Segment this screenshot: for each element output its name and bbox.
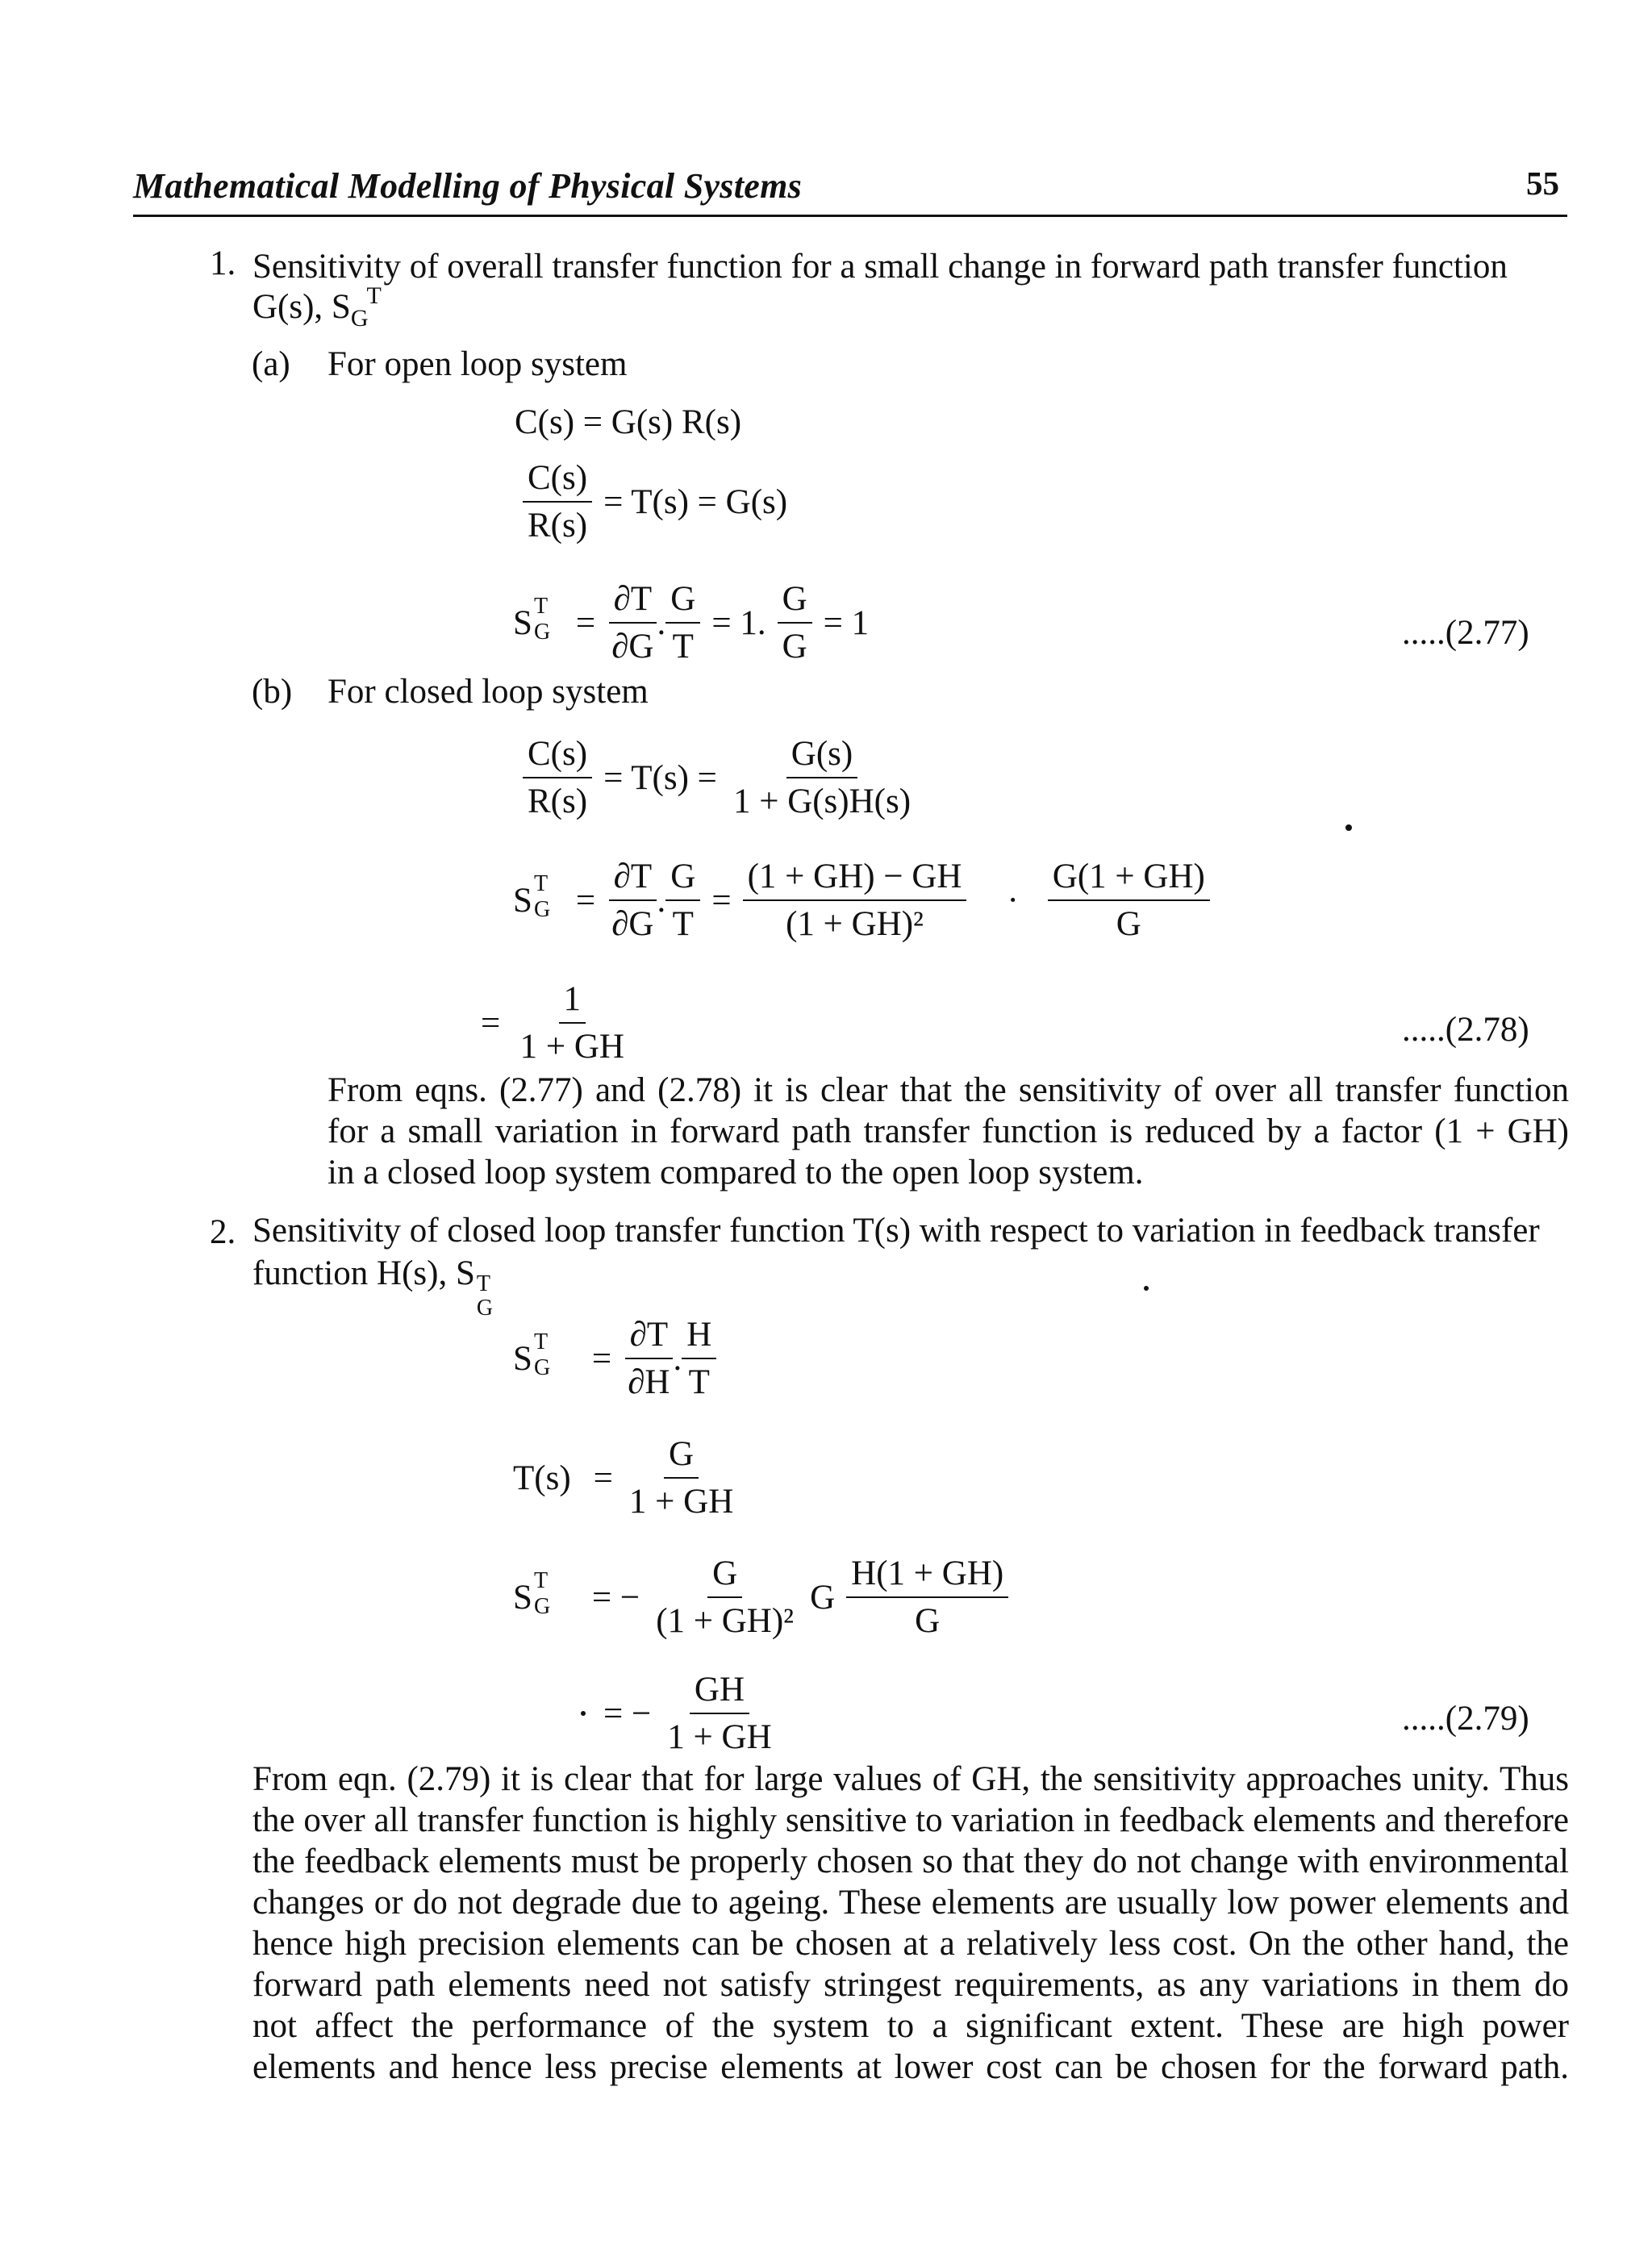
eq-277: S T G = $\frac{\partial T}{\partial G}$ . $\frac{G}{T}$ = 1. $\frac{G}{G}$ = 1 (513, 580, 870, 666)
item-1-number: 1. (210, 244, 236, 282)
page-number: 55 (1526, 165, 1559, 202)
eq-number-279: .....(2.79) (1402, 1700, 1529, 1738)
eq-open-loop-transfer: $\frac{C(s)}{R(s)}$ = T(s) = G(s) (523, 458, 799, 545)
sub-b-text: For closed loop system (327, 673, 649, 711)
item-2-conclusion: From eqn. (2.79) it is clear that for large values of GH, the sensitivity approaches unity. Thus the over all transfer function is highly sensitive to variation in feedback elements and therefore the feedback elements must be properly chosen so that they do not change with environmental changes or do not degrade due to ageing. These elements are usually low power elements and hence high precision elements can be chosen at a relatively less cost. On the other hand, the forward path elements need not satisfy stringest requirements, as any variations in them do not affect the performance of the system to a significant extent. These are high power elements and hence less precise elements at lower cost can be chosen for the forward path. (252, 1760, 1569, 2086)
eq-number-278: .....(2.78) (1402, 1011, 1529, 1049)
eq-closed-loop-sensitivity: S T G = $\frac{\partial T}{\partial G}$ . $\frac{G}{T}$ = $\frac{(1 + GH) - GH}{\text{(1 + GH)²}}$ · $\frac{G(1 + GH)}{G}$ (513, 857, 1221, 944)
sub-a-label: (a) (252, 345, 290, 383)
running-header-title: Mathematical Modelling of Physical Systems (133, 166, 803, 206)
sensitivity-symbol: S T G (513, 593, 551, 645)
stray-dot (1144, 1286, 1149, 1291)
item-2-number: 2. (210, 1213, 236, 1251)
item-1-conclusion: From eqns. (2.77) and (2.78) it is clear that the sensitivity of over all transfer function for a small variation in forward path transfer function is reduced by a factor (1 + GH) in a closed loop system compared to the open loop system. (327, 1071, 1569, 1191)
item-1-heading-line-2: G(s), $S_G^T$ (252, 282, 382, 332)
fraction: $\frac{C(s)}{R(s)}$ (523, 458, 592, 545)
item-2-heading-line-1: Sensitivity of closed loop transfer function T(s) with respect to variation in feedback transfer (252, 1212, 1540, 1250)
eq-279: = − $\frac{GH}{1 + GH}$ (581, 1670, 788, 1757)
eq-closed-loop-transfer: $\frac{C(s)}{R(s)}$ = T(s) = $\frac{G(s)}{1 + G(s)H(s)}$ (523, 734, 927, 821)
eq-feedback-sensitivity-def: S T G = $\frac{\partial T}{\partial H}$ . $\frac{H}{T}$ (513, 1315, 728, 1402)
stray-dot (1345, 824, 1352, 831)
item-1-heading-line-1: Sensitivity of overall transfer function for a small change in forward path transfer function (252, 248, 1508, 286)
item-2-heading-line-2: function H(s), S T G (252, 1254, 494, 1321)
eq-278: = $\frac{1}{1 + GH}$ (481, 980, 624, 1066)
stray-dot (581, 1711, 586, 1716)
sub-a-text: For open loop system (327, 345, 628, 383)
sub-b-label: (b) (252, 673, 293, 711)
eq-open-loop-output: C(s) = G(s) R(s) (515, 403, 742, 441)
eq-feedback-sensitivity-expand: S T G = − $\frac{G}{\text{(1 + GH)²}}$ G $\frac{H(1 + GH)}{G}$ (513, 1554, 1020, 1641)
eq-number-277: .....(2.77) (1402, 614, 1529, 652)
header-rule (133, 215, 1567, 217)
eq-closed-loop-tf: T(s) = $\frac{G}{1 + GH}$ (513, 1435, 734, 1521)
